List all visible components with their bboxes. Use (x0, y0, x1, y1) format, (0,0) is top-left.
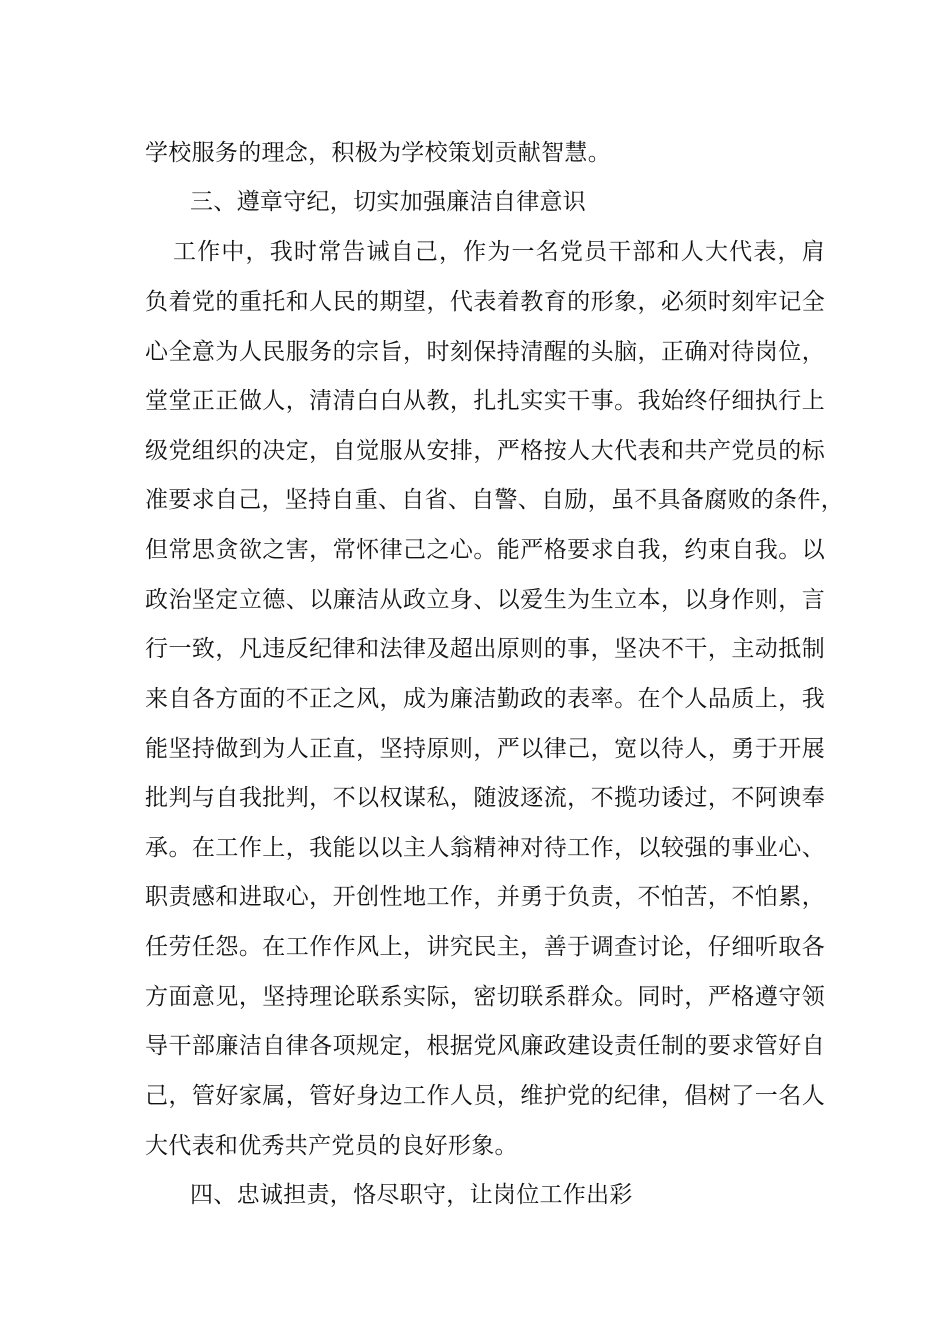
paragraph-line: 批判与自我批判，不以权谋私，随波逐流，不揽功诿过，不阿谀奉 (145, 785, 825, 811)
paragraph-line: 学校服务的理念，积极为学校策划贡献智慧。 (145, 140, 611, 166)
paragraph-line: 级党组织的决定，自觉服从安排，严格按人大代表和共产党员的标 (145, 438, 825, 464)
paragraph-line: 能坚持做到为人正直，坚持原则，严以律己，宽以待人，勇于开展 (145, 736, 825, 762)
paragraph-line: 来自各方面的不正之风，成为廉洁勤政的表率。在个人品质上，我 (145, 686, 825, 712)
paragraph-line: 方面意见，坚持理论联系实际，密切联系群众。同时，严格遵守领 (145, 984, 825, 1010)
paragraph-line: 承。在工作上，我能以以主人翁精神对待工作，以较强的事业心、 (145, 835, 825, 861)
paragraph-line: 心全意为人民服务的宗旨，时刻保持清醒的头脑，正确对待岗位， (145, 339, 825, 365)
paragraph-line: 大代表和优秀共产党员的良好形象。 (145, 1133, 518, 1159)
paragraph-line: 职责感和进取心，开创性地工作，并勇于负责，不怕苦，不怕累， (145, 884, 825, 910)
section-heading: 四、忠诚担责，恪尽职守，让岗位工作出彩 (190, 1182, 633, 1208)
paragraph-line: 准要求自己，坚持自重、自省、自警、自励，虽不具备腐败的条件， (145, 487, 844, 513)
section-heading: 三、遵章守纪，切实加强廉洁自律意识 (190, 189, 587, 215)
paragraph-line: 政治坚定立德、以廉洁从政立身、以爱生为生立本，以身作则，言 (145, 587, 825, 613)
paragraph-line: 但常思贪欲之害，常怀律己之心。能严格要求自我，约束自我。以 (145, 537, 825, 563)
paragraph-line: 负着党的重托和人民的期望，代表着教育的形象，必须时刻牢记全 (145, 289, 825, 315)
paragraph-line: 己，管好家属，管好身边工作人员，维护党的纪律，倡树了一名人 (145, 1083, 825, 1109)
paragraph-line: 任劳任怨。在工作作风上，讲究民主，善于调查讨论，仔细听取各 (145, 934, 825, 960)
paragraph-line: 行一致，凡违反纪律和法律及超出原则的事，坚决不干，主动抵制 (145, 636, 825, 662)
paragraph-line: 工作中，我时常告诫自己，作为一名党员干部和人大代表，肩 (173, 239, 825, 265)
paragraph-line: 堂堂正正做人，清清白白从教，扎扎实实干事。我始终仔细执行上 (145, 388, 825, 414)
paragraph-line: 导干部廉洁自律各项规定，根据党风廉政建设责任制的要求管好自 (145, 1033, 825, 1059)
